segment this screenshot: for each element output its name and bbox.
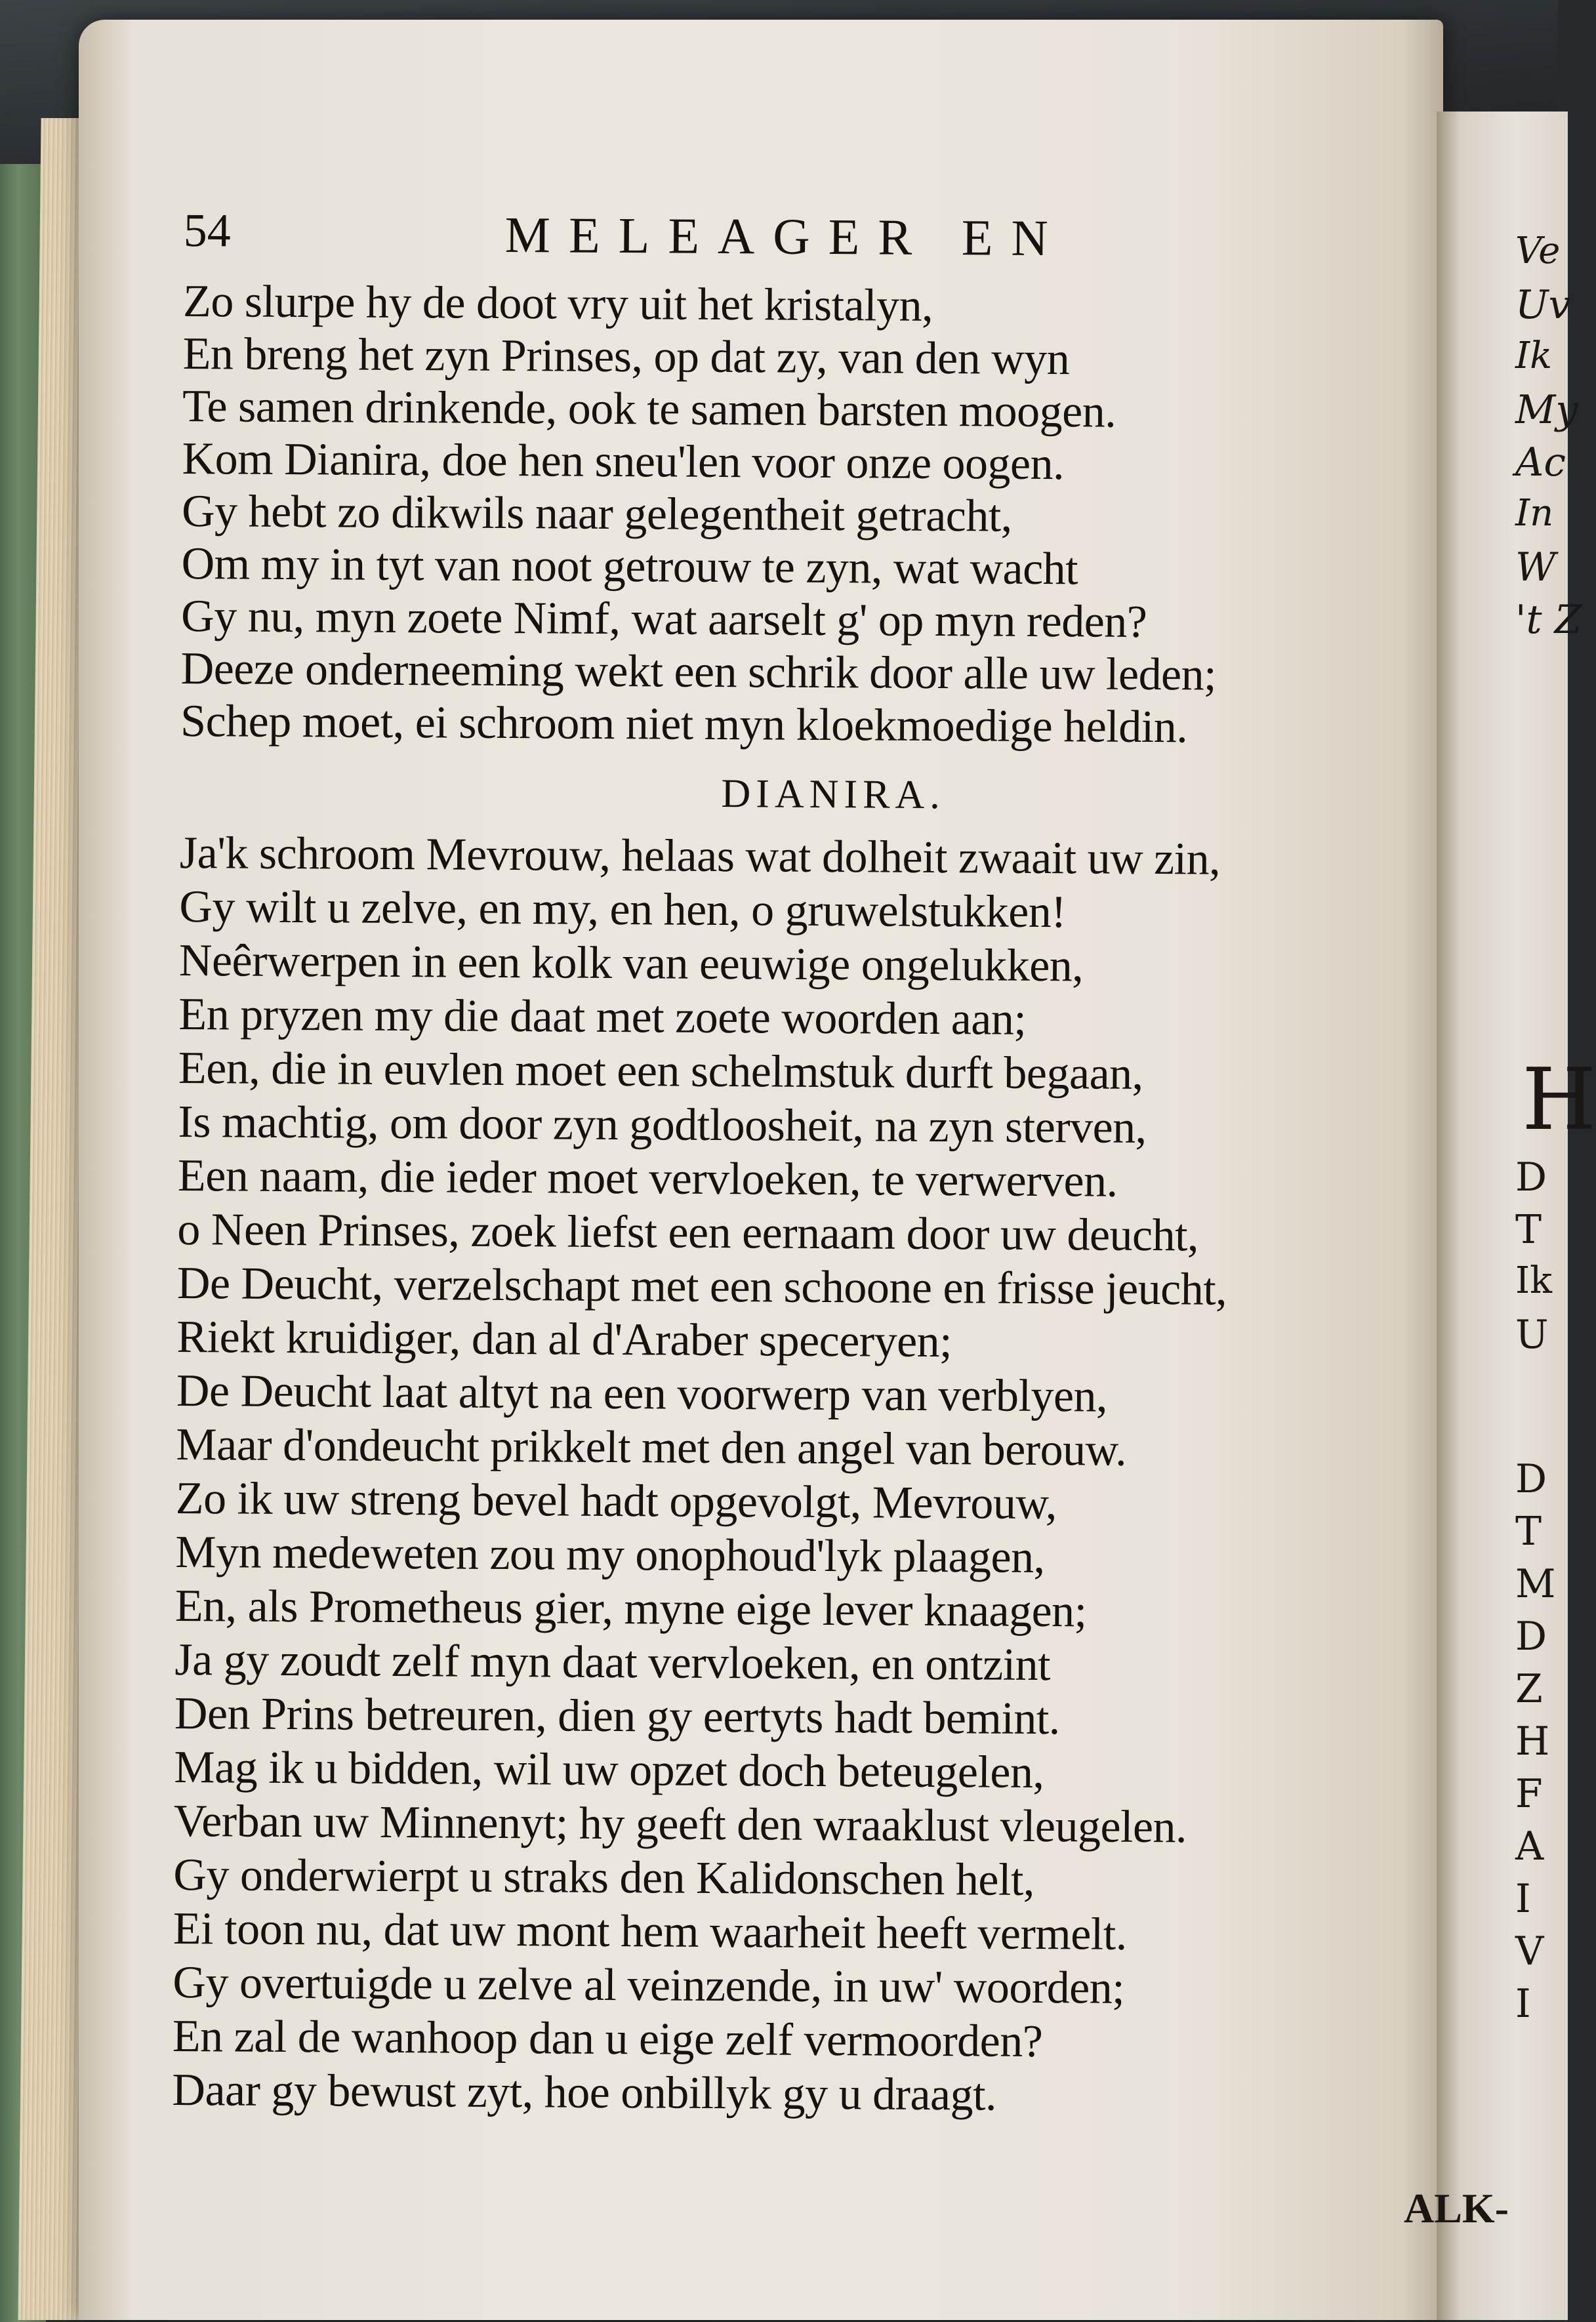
facing-page-fragment: Uv — [1515, 282, 1571, 328]
verse-line: Gy hebt zo dikwils naar gelegentheit getracht, — [181, 485, 1013, 542]
facing-page-fragment: I — [1515, 1981, 1531, 2027]
verse-line: En, als Prometheus gier, myne eige lever knaagen; — [174, 1580, 1087, 1637]
page-header — [183, 203, 1443, 283]
facing-page-fragment: D — [1515, 1456, 1547, 1502]
facing-page-fragment: H — [1522, 1049, 1596, 1149]
facing-page-fragment: H — [1515, 1719, 1550, 1764]
facing-page-fragment: My — [1515, 387, 1578, 433]
facing-page-fragment: T — [1515, 1509, 1542, 1555]
facing-page-fragment: I — [1515, 1876, 1531, 1922]
facing-page-fragment: V — [1515, 1928, 1544, 1974]
verse-line: Mag ik u bidden, wil uw opzet doch beteugelen, — [174, 1742, 1044, 1799]
verse-line: Riekt kruidiger, dan al d'Araber speceryen; — [176, 1311, 952, 1368]
verse-line: Gy overtuigde u zelve al veinzende, in uw' woorden; — [173, 1957, 1125, 2014]
facing-page — [1437, 112, 1596, 2320]
verse-line: Verban uw Minnenyt; hy geeft den wraaklust vleugelen. — [173, 1795, 1187, 1853]
facing-page-fragment: Z — [1515, 1666, 1543, 1712]
speaker-heading: DIANIRA. — [721, 771, 945, 818]
verse-line: Gy onderwierpt u straks den Kalidonschen helt, — [173, 1849, 1035, 1905]
verse-line: Om my in tyt van noot getrouw te zyn, wat wacht — [181, 538, 1078, 595]
verse-line: En pryzen my die daat met zoete woorden aan; — [178, 988, 1027, 1045]
verse-line: Neêrwerpen in een kolk van eeuwige ongelukken, — [178, 935, 1084, 992]
verse-line: Gy nu, myn zoete Nimf, wat aarselt g' op myn reden? — [180, 590, 1147, 647]
verse-line: Myn medeweten zou my onophoud'lyk plaagen, — [175, 1526, 1045, 1583]
facing-page-fragment: W — [1515, 544, 1556, 590]
facing-page-fragment: 't Z — [1515, 597, 1582, 643]
verse-line: Ja'k schroom Mevrouw, helaas wat dolheit zwaait uw zin, — [179, 827, 1221, 885]
verse-line: En zal de wanhoop dan u eige zelf vermoorden? — [172, 2010, 1043, 2067]
verse-line: o Neen Prinses, zoek liefst een eernaam door uw deucht, — [177, 1204, 1199, 1261]
facing-page-fragment: F — [1515, 1771, 1543, 1817]
page-text — [172, 203, 1443, 2125]
verse-line: Ja gy zoudt zelf myn daat vervloeken, en ontzint — [174, 1634, 1051, 1691]
verse-line: Kom Dianira, doe hen sneu'len voor onze oogen. — [182, 433, 1065, 490]
verse-block-2 — [172, 826, 1439, 2125]
facing-page-fragment: D — [1515, 1154, 1547, 1200]
verse-line: Is machtig, om door zyn godtloosheit, na zyn sterven, — [178, 1096, 1147, 1153]
facing-page-fragment: A — [1515, 1823, 1544, 1869]
catchword: ALK- — [1404, 2185, 1509, 2231]
facing-page-fragment: Ik — [1515, 1259, 1553, 1302]
verse-line: Ei toon nu, dat uw mont hem waarheit heeft vermelt. — [173, 1903, 1127, 1960]
verse-line: Een naam, die ieder moet vervloeken, te verwerven. — [177, 1150, 1118, 1207]
verse-line: Te samen drinkende, ook te samen barsten moogen. — [182, 380, 1116, 438]
verse-line: Zo ik uw streng bevel hadt opgevolgt, Mevrouw, — [175, 1473, 1057, 1530]
verse-line: En breng het zyn Prinses, op dat zy, van den wyn — [182, 328, 1070, 385]
page-number: 54 — [183, 203, 231, 257]
verse-line: Schep moet, ei schroom niet myn kloekmoedige heldin. — [180, 695, 1188, 753]
facing-page-fragment: U — [1515, 1312, 1549, 1358]
verse-block-1 — [180, 275, 1443, 756]
facing-page-fragment: T — [1515, 1207, 1542, 1253]
facing-page-fragment: Ve — [1515, 230, 1561, 272]
facing-page-fragment: M — [1515, 1561, 1556, 1607]
facing-page-fragment: In — [1515, 492, 1554, 535]
verse-line: Zo slurpe hy de doot vry uit het kristalyn, — [182, 275, 933, 331]
verse-line: Een, die in euvlen moet een schelmstuk durft begaan, — [178, 1042, 1143, 1099]
verse-line: De Deucht, verzelschapt met een schoone en frisse jeucht, — [176, 1257, 1227, 1315]
verse-line: De Deucht laat altyt na een voorwerp van verblyen, — [176, 1365, 1108, 1422]
facing-page-fragment: Ik — [1515, 335, 1553, 377]
facing-page-fragment: D — [1515, 1614, 1547, 1660]
verse-line: Den Prins betreuren, dien gy eertyts hadt bemint. — [174, 1688, 1061, 1745]
verse-line: Gy wilt u zelve, en my, en hen, o gruwelstukken! — [179, 881, 1067, 938]
running-title: MELEAGER EN — [504, 205, 1067, 267]
verse-line: Deeze onderneeming wekt een schrik door alle uw leden; — [180, 643, 1217, 701]
facing-page-fragment: Ac — [1515, 439, 1566, 485]
verse-line: Maar d'ondeucht prikkelt met den angel van berouw. — [176, 1419, 1127, 1476]
verse-line: Daar gy bewust zyt, hoe onbillyk gy u draagt. — [172, 2064, 997, 2121]
